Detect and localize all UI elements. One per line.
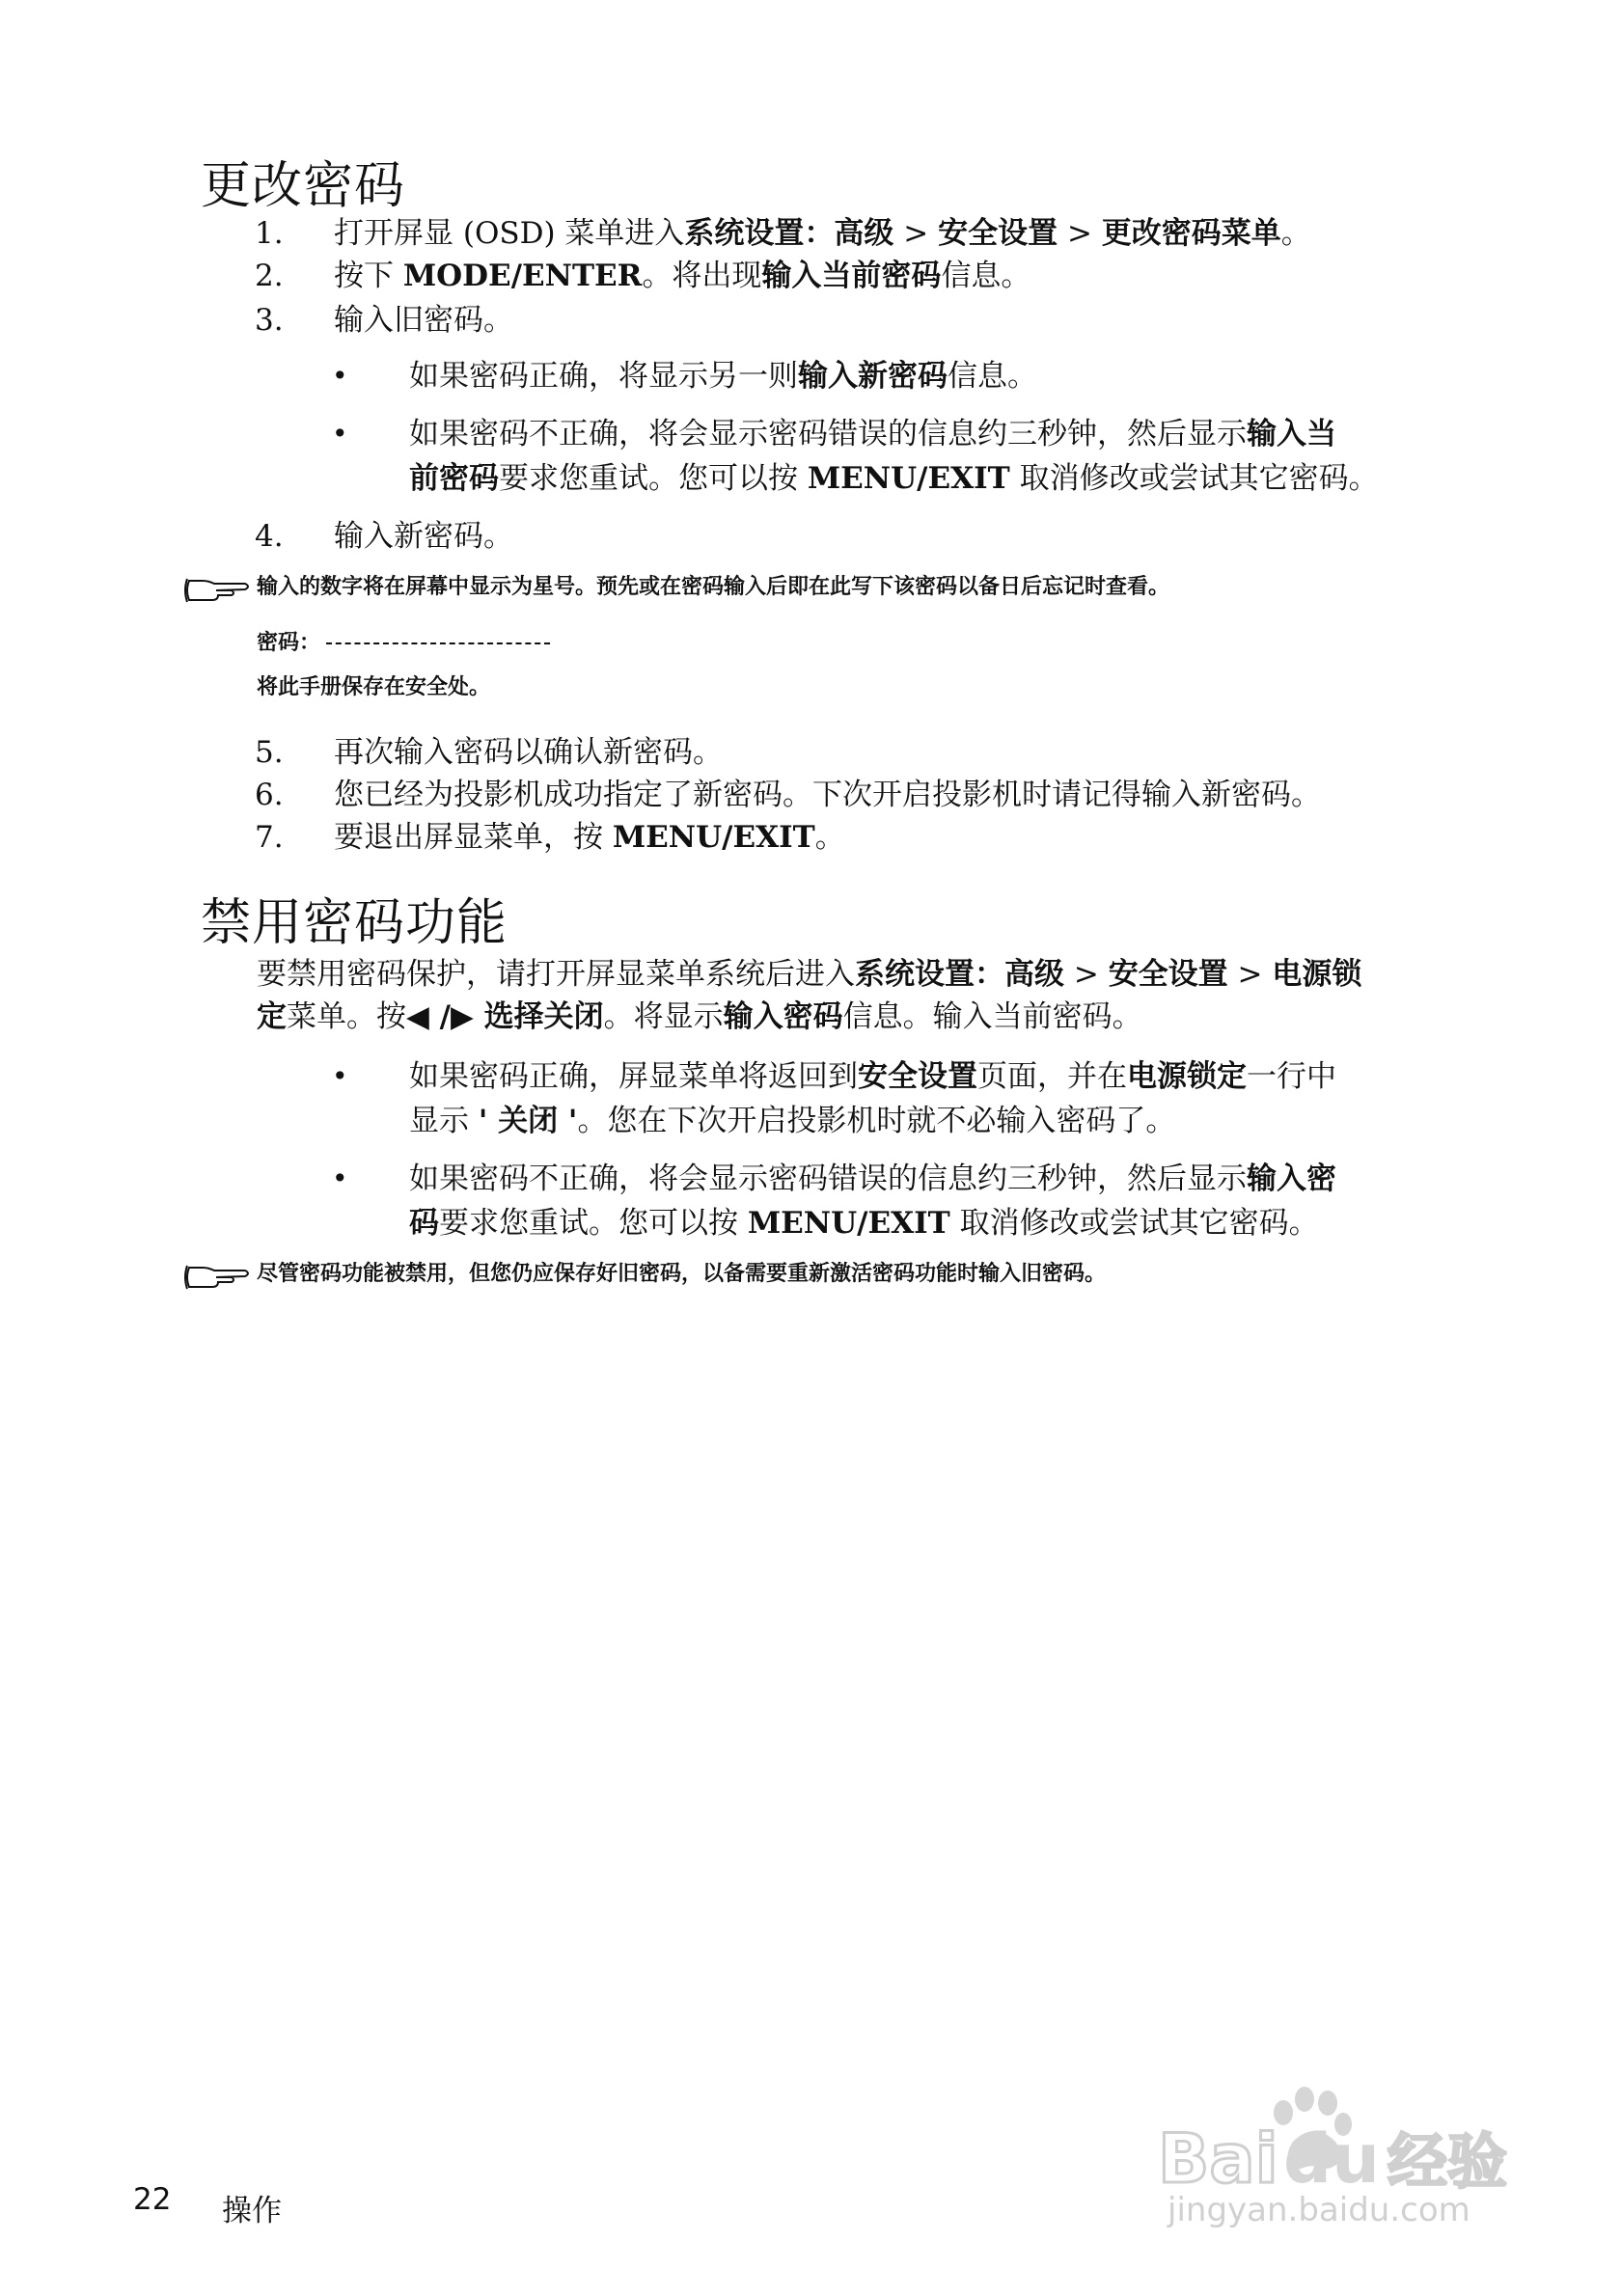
password-blank	[326, 642, 550, 644]
bold-text-run: 安全设置	[1108, 957, 1228, 992]
step-text	[334, 818, 845, 857]
bold-text-run: 输入新密码	[798, 359, 948, 394]
text-run: 信息。	[941, 259, 1031, 293]
note-text: 尽管密码功能被禁用，但您仍应保存好旧密码，以备需要重新激活密码功能时输入旧密码。	[257, 1262, 1107, 1286]
text-run: 取消修改或尝试其它密码。	[1009, 461, 1379, 496]
bold-text-run: 输入密码	[723, 999, 843, 1034]
bold-text-run: MODE/ENTER	[402, 259, 643, 293]
text-run: 要禁用密码保护，请打开屏显菜单系统后进入	[257, 957, 855, 992]
text-run: 。将显示	[603, 999, 724, 1034]
pointing-hand-icon	[183, 1260, 253, 1295]
note-text: 输入的数字将在屏幕中显示为星号。预先或在密码输入后即在此写下该密码以备日后忘记时查看。	[257, 575, 1170, 599]
step-number: 5.	[255, 735, 284, 770]
text-run: >	[1058, 216, 1102, 251]
text-run: >	[1064, 957, 1109, 992]
text-run: 页面，并在	[977, 1059, 1127, 1094]
intro-text	[257, 955, 1361, 994]
text-run: 一行中	[1247, 1059, 1336, 1094]
text-run: 显示	[409, 1104, 479, 1138]
bold-text-run: 系统设置：高级	[684, 216, 894, 251]
bullet-mark: •	[332, 418, 348, 450]
bullet-text	[409, 1160, 1336, 1198]
text-run: 要求您重试。您可以按	[439, 1206, 748, 1241]
bullet-text	[409, 1102, 1175, 1140]
step-text	[334, 776, 1321, 814]
text-run: 如果密码不正确，将会显示密码错误的信息约三秒钟，然后显示	[409, 1162, 1247, 1196]
bold-text-run: 输入当前密码	[761, 259, 942, 293]
text-run: 。将出现	[642, 259, 762, 293]
password-write-line	[257, 629, 550, 658]
text-run: 如果密码正确，屏显菜单将返回到	[409, 1059, 858, 1094]
text-run: 如果密码不正确，将会显示密码错误的信息约三秒钟，然后显示	[409, 417, 1247, 451]
step-number: 6.	[255, 778, 284, 812]
text-run: 再次输入密码以确认新密码。	[334, 735, 723, 770]
svg-text:jingyan.baidu.com: jingyan.baidu.com	[1168, 2191, 1470, 2228]
bullet-text	[409, 1057, 1336, 1096]
text-run: 打开屏显 (OSD) 菜单进入	[334, 216, 685, 251]
step-text	[334, 733, 723, 772]
step-number: 3.	[255, 303, 284, 338]
text-run: 信息。输入当前密码。	[842, 999, 1142, 1034]
text-run: 输入新密码。	[334, 519, 513, 554]
svg-text:du: du	[1283, 2119, 1380, 2199]
text-run: 输入旧密码。	[334, 303, 513, 338]
bold-text-run: 输入密	[1247, 1162, 1336, 1196]
bullet-mark: •	[332, 1060, 348, 1092]
step-text	[334, 301, 513, 340]
svg-text:经验: 经验	[1387, 2126, 1508, 2197]
bullet-text	[409, 357, 1037, 396]
footer-section: 操作	[222, 2194, 282, 2228]
bold-text-run: ◀ /▶ 选择关闭	[406, 999, 604, 1034]
step-text	[334, 517, 513, 556]
password-label: 密码：	[257, 631, 321, 655]
bold-text-run: 系统设置：高级	[855, 957, 1064, 992]
text-run: 取消修改或尝试其它密码。	[949, 1206, 1319, 1241]
text-run: >	[893, 216, 939, 251]
bold-text-run: ' 关闭 '	[478, 1104, 578, 1138]
bold-text-run: 电源锁定	[1127, 1059, 1247, 1094]
text-run: >	[1227, 957, 1273, 992]
step-number: 7.	[255, 820, 284, 855]
text-run: 要退出屏显菜单，按	[334, 820, 613, 855]
bold-text-run: 定	[257, 999, 287, 1034]
text-run: 要求您重试。您可以按	[499, 461, 808, 496]
bullet-mark: •	[332, 360, 348, 392]
text-run: 。您在下次开启投影机时就不必输入密码了。	[577, 1104, 1176, 1138]
bold-text-run: 码	[409, 1206, 439, 1241]
pointing-hand-icon	[183, 573, 253, 608]
step-number: 1.	[255, 216, 284, 251]
bold-text-run: MENU/EXIT	[747, 1206, 950, 1241]
bullet-text	[409, 459, 1379, 498]
section-title-change-password: 更改密码	[201, 157, 406, 215]
bullet-mark: •	[332, 1162, 348, 1194]
page-number: 22	[133, 2182, 172, 2217]
bold-text-run: 电源锁	[1272, 957, 1362, 992]
bold-text-run: 输入当	[1247, 417, 1336, 451]
text-run: 信息。	[948, 359, 1037, 394]
baidu-jingyan-watermark-logo	[1139, 2074, 1544, 2228]
bold-text-run: 更改密码菜单	[1101, 216, 1281, 251]
bold-text-run: 安全设置	[858, 1059, 977, 1094]
text-run: 您已经为投影机成功指定了新密码。下次开启投影机时请记得输入新密码。	[334, 778, 1321, 812]
bold-text-run: 前密码	[409, 461, 499, 496]
keep-safe-text: 将此手册保存在安全处。	[257, 675, 491, 699]
text-run: 按下	[334, 259, 403, 293]
text-run: 如果密码正确，将显示另一则	[409, 359, 798, 394]
bold-text-run: MENU/EXIT	[612, 820, 815, 855]
bold-text-run: MENU/EXIT	[807, 461, 1010, 496]
step-number: 4.	[255, 519, 284, 554]
section-title-disable-password: 禁用密码功能	[201, 894, 508, 952]
step-text	[334, 214, 1311, 253]
bold-text-run: 安全设置	[938, 216, 1058, 251]
intro-text	[257, 998, 1142, 1036]
bullet-text	[409, 415, 1336, 453]
text-run: 。	[814, 820, 845, 855]
bullet-text	[409, 1204, 1319, 1243]
text-run: 。	[1280, 216, 1311, 251]
step-number: 2.	[255, 259, 284, 293]
step-text	[334, 257, 1030, 295]
text-run: 菜单。按	[287, 999, 406, 1034]
svg-text:Bai: Bai	[1158, 2119, 1278, 2199]
